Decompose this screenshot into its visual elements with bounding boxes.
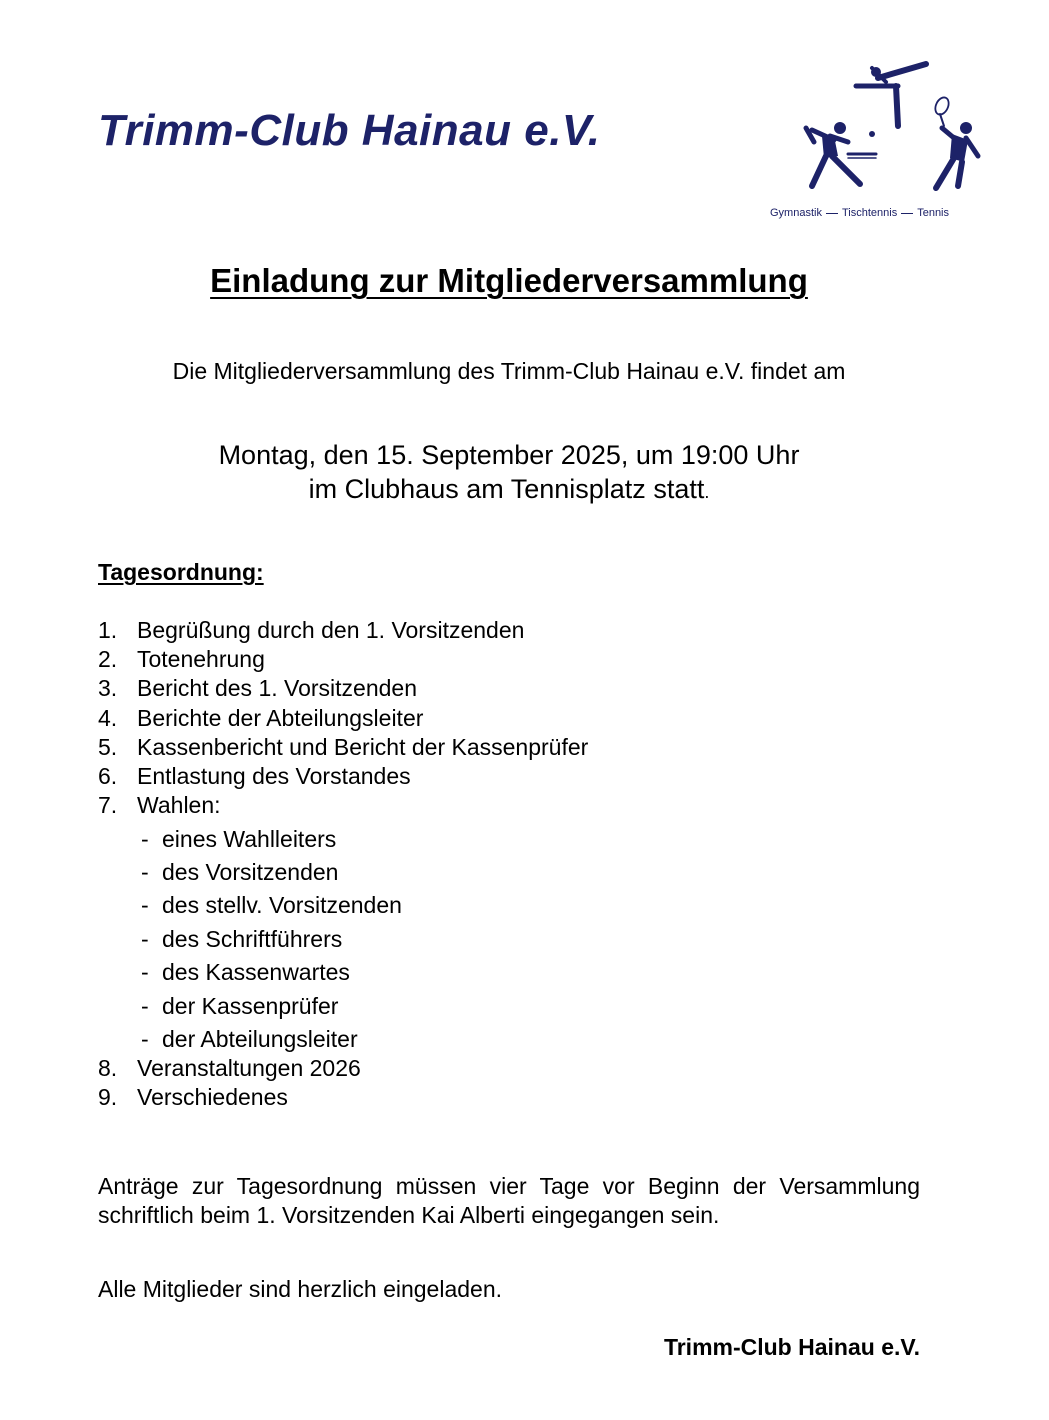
logo-caption-tennis: Tennis	[917, 207, 949, 219]
agenda-item-label: Verschiedenes	[137, 1084, 288, 1110]
election-item: - der Abteilungsleiter	[141, 1026, 358, 1052]
agenda-item	[98, 734, 588, 761]
logo-caption-table-tennis: Tischtennis	[841, 207, 898, 219]
election-label: des Vorsitzenden	[162, 859, 339, 885]
election-item: - des stellv. Vorsitzenden	[141, 892, 402, 918]
agenda-item	[98, 675, 417, 702]
agenda-item-label: Berichte der Abteilungsleiter	[137, 705, 424, 731]
meeting-date: Montag, den 15. September 2025, um 19:00 Uhr	[218, 440, 800, 470]
agenda-item-label: Wahlen:	[137, 792, 221, 818]
election-label: der Abteilungsleiter	[162, 1026, 358, 1052]
agenda-item-label: Totenehrung	[137, 646, 265, 672]
agenda-item-number: 8.	[98, 1055, 118, 1081]
agenda-item-number: 1.	[98, 617, 118, 643]
agenda-item	[98, 617, 524, 644]
logo-caption	[770, 207, 949, 219]
sports-figures-icon	[768, 58, 988, 203]
agenda-item	[98, 1084, 288, 1111]
election-label: der Kassenprüfer	[162, 993, 339, 1019]
logo-caption-gymnastics: Gymnastik	[770, 207, 822, 219]
election-label: des Schriftführers	[162, 926, 343, 952]
agenda-item	[98, 646, 265, 673]
signature: Trimm-Club Hainau e.V.	[663, 1334, 920, 1360]
agenda-item	[98, 763, 411, 790]
closing-text: Alle Mitglieder sind herzlich eingeladen.	[98, 1276, 503, 1302]
agenda-item-label: Bericht des 1. Vorsitzenden	[137, 675, 417, 701]
page-title: Einladung zur Mitgliederversammlung	[210, 262, 808, 299]
election-item: - eines Wahlleiters	[141, 826, 337, 852]
election-item: - des Kassenwartes	[141, 959, 350, 985]
agenda-item-number: 4.	[98, 705, 118, 731]
agenda-item	[98, 705, 423, 732]
agenda-item-number: 6.	[98, 763, 118, 789]
agenda-item-label: Entlastung des Vorstandes	[137, 763, 411, 789]
intro-text: Die Mitgliederversammlung des Trimm-Club Hainau e.V. findet am	[172, 358, 846, 384]
meeting-location-text: im Clubhaus am Tennisplatz statt	[308, 474, 705, 504]
agenda-item-number: 9.	[98, 1084, 118, 1110]
agenda-item	[98, 1055, 361, 1082]
agenda-item-number: 7.	[98, 792, 118, 818]
agenda-item-number: 3.	[98, 675, 118, 701]
meeting-location-period: .	[704, 482, 710, 502]
agenda-item-label: Begrüßung durch den 1. Vorsitzenden	[137, 617, 525, 643]
meeting-location	[0, 474, 1018, 505]
agenda-item-number: 2.	[98, 646, 118, 672]
election-item: - der Kassenprüfer	[141, 993, 339, 1019]
election-label: eines Wahlleiters	[162, 826, 337, 852]
election-label: des stellv. Vorsitzenden	[162, 892, 402, 918]
election-item: - des Vorsitzenden	[141, 859, 339, 885]
motion-deadline-note: Anträge zur Tagesordnung müssen vier Tage vor Beginn der Versammlung schriftlich beim 1. Vorsitzenden Kai Alberti eingegangen sein.	[98, 1173, 920, 1228]
agenda-item-label: Veranstaltungen 2026	[137, 1055, 361, 1081]
agenda-item-label: Kassenbericht und Bericht der Kassenprüfer	[137, 734, 589, 760]
election-item: - des Schriftführers	[141, 926, 343, 952]
agenda-title: Tagesordnung:	[98, 559, 264, 585]
club-name: Trimm-Club Hainau e.V.	[98, 106, 601, 155]
agenda-item-number: 5.	[98, 734, 118, 760]
agenda-item	[98, 792, 221, 819]
club-logo	[768, 58, 988, 228]
election-label: des Kassenwartes	[162, 959, 350, 985]
